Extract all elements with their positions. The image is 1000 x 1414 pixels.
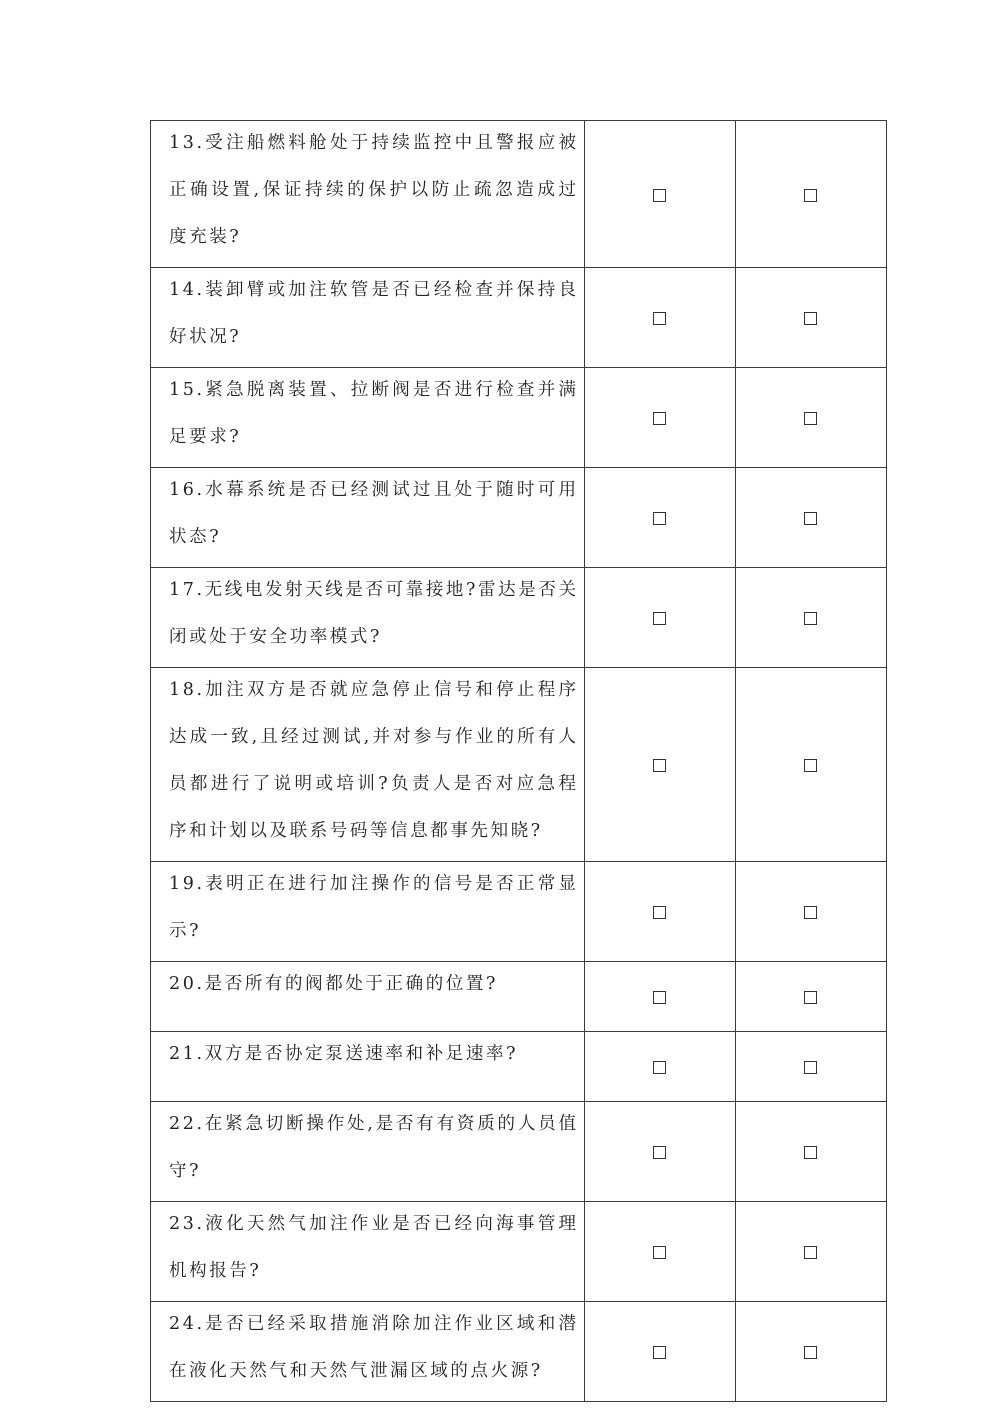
checkbox-col1[interactable]	[653, 612, 666, 625]
table-row	[151, 368, 887, 468]
answer-cell-col2	[735, 1302, 886, 1402]
checkbox-col1[interactable]	[653, 991, 666, 1004]
table-row	[151, 121, 887, 268]
question-cell	[151, 368, 585, 468]
question-text: 19.表明正在进行加注操作的信号是否正常显示?	[169, 874, 579, 941]
checkbox-col2[interactable]	[804, 1346, 817, 1359]
answer-cell-col2	[735, 1202, 886, 1302]
answer-cell-col1	[584, 268, 735, 368]
answer-cell-col2	[735, 568, 886, 668]
checkbox-col2[interactable]	[804, 312, 817, 325]
question-text: 16.水幕系统是否已经测试过且处于随时可用状态?	[169, 480, 579, 547]
checkbox-col1[interactable]	[653, 1346, 666, 1359]
checkbox-col2[interactable]	[804, 1061, 817, 1074]
answer-cell-col1	[584, 368, 735, 468]
checkbox-col2[interactable]	[804, 412, 817, 425]
checkbox-col1[interactable]	[653, 906, 666, 919]
question-cell	[151, 1102, 585, 1202]
question-text: 14.装卸臂或加注软管是否已经检查并保持良好状况?	[169, 280, 579, 347]
answer-cell-col2	[735, 668, 886, 862]
answer-cell-col1	[584, 862, 735, 962]
question-cell	[151, 862, 585, 962]
question-cell	[151, 268, 585, 368]
answer-cell-col1	[584, 1302, 735, 1402]
question-text: 21.双方是否协定泵送速率和补足速率?	[169, 1044, 519, 1064]
question-cell	[151, 1032, 585, 1102]
question-text: 23.液化天然气加注作业是否已经向海事管理机构报告?	[169, 1214, 579, 1281]
answer-cell-col2	[735, 368, 886, 468]
checkbox-col2[interactable]	[804, 759, 817, 772]
question-text: 22.在紧急切断操作处,是否有有资质的人员值守?	[169, 1114, 579, 1181]
question-text: 18.加注双方是否就应急停止信号和停止程序达成一致,且经过测试,并对参与作业的所有人员都进行了说明或培训?负责人是否对应急程序和计划以及联系号码等信息都事先知晓?	[169, 680, 579, 841]
table-row	[151, 268, 887, 368]
checkbox-col1[interactable]	[653, 412, 666, 425]
checkbox-col1[interactable]	[653, 512, 666, 525]
question-cell	[151, 1202, 585, 1302]
table-row	[151, 468, 887, 568]
checkbox-col1[interactable]	[653, 1146, 666, 1159]
table-row	[151, 668, 887, 862]
answer-cell-col1	[584, 1102, 735, 1202]
answer-cell-col1	[584, 121, 735, 268]
question-text: 13.受注船燃料舱处于持续监控中且警报应被正确设置,保证持续的保护以防止疏忽造成过度充装?	[169, 133, 579, 247]
checkbox-col1[interactable]	[653, 312, 666, 325]
checkbox-col2[interactable]	[804, 189, 817, 202]
table-row	[151, 1202, 887, 1302]
table-row	[151, 568, 887, 668]
answer-cell-col2	[735, 121, 886, 268]
question-cell	[151, 468, 585, 568]
question-cell	[151, 568, 585, 668]
table-row	[151, 1302, 887, 1402]
answer-cell-col2	[735, 268, 886, 368]
question-cell	[151, 1302, 585, 1402]
table-row	[151, 962, 887, 1032]
question-text: 20.是否所有的阀都处于正确的位置?	[169, 974, 499, 994]
checkbox-col1[interactable]	[653, 1061, 666, 1074]
question-text: 24.是否已经采取措施消除加注作业区域和潜在液化天然气和天然气泄漏区域的点火源?	[169, 1314, 579, 1381]
answer-cell-col1	[584, 568, 735, 668]
answer-cell-col1	[584, 962, 735, 1032]
answer-cell-col1	[584, 668, 735, 862]
checkbox-col1[interactable]	[653, 759, 666, 772]
table-row	[151, 1032, 887, 1102]
checkbox-col2[interactable]	[804, 1146, 817, 1159]
question-cell	[151, 668, 585, 862]
answer-cell-col2	[735, 862, 886, 962]
table-row	[151, 862, 887, 962]
checkbox-col2[interactable]	[804, 991, 817, 1004]
checkbox-col1[interactable]	[653, 189, 666, 202]
answer-cell-col2	[735, 962, 886, 1032]
answer-cell-col2	[735, 1102, 886, 1202]
answer-cell-col1	[584, 1032, 735, 1102]
checkbox-col2[interactable]	[804, 612, 817, 625]
question-text: 15.紧急脱离装置、拉断阀是否进行检查并满足要求?	[169, 380, 579, 447]
answer-cell-col2	[735, 468, 886, 568]
question-cell	[151, 121, 585, 268]
table-row	[151, 1102, 887, 1202]
checkbox-col2[interactable]	[804, 512, 817, 525]
checkbox-col2[interactable]	[804, 1246, 817, 1259]
question-text: 17.无线电发射天线是否可靠接地?雷达是否关闭或处于安全功率模式?	[169, 580, 579, 647]
answer-cell-col2	[735, 1032, 886, 1102]
checkbox-col1[interactable]	[653, 1246, 666, 1259]
answer-cell-col1	[584, 468, 735, 568]
question-cell	[151, 962, 585, 1032]
answer-cell-col1	[584, 1202, 735, 1302]
checklist-table	[150, 120, 887, 1402]
checkbox-col2[interactable]	[804, 906, 817, 919]
